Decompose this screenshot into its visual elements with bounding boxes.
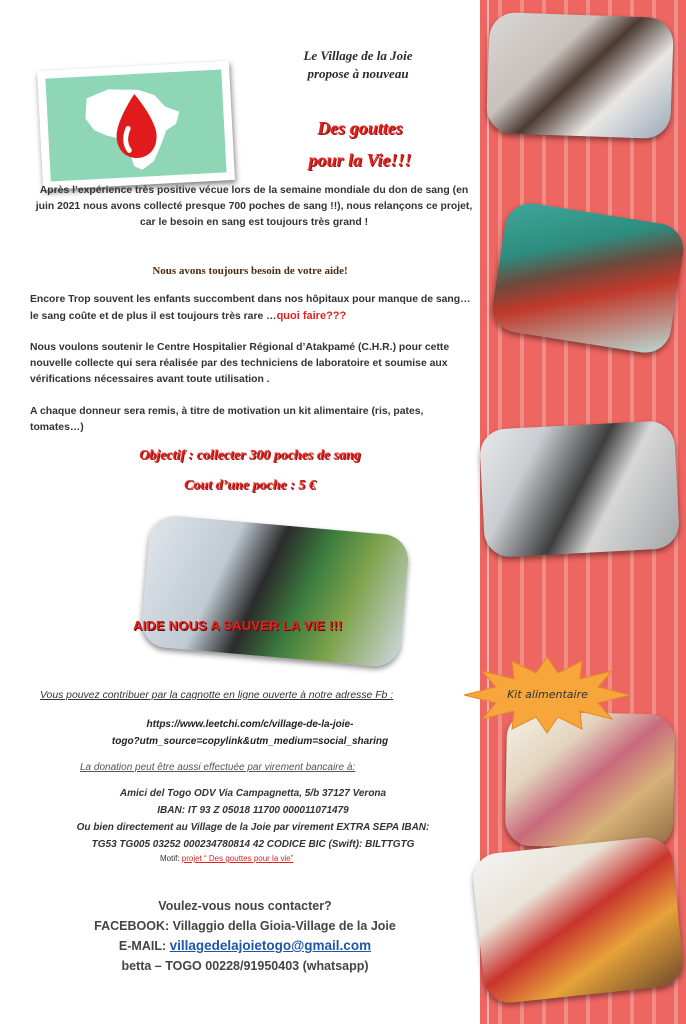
intro-line-1: Le Village de la Joie: [303, 48, 413, 63]
bank-line-4: TG53 TG005 03252 000234780814 42 CODICE BIC (Swift): BILTTGTG: [91, 839, 415, 850]
email-label: E-MAIL:: [118, 939, 170, 953]
leetchi-link-line-1[interactable]: https://www.leetchi.com/c/village-de-la-joie-: [146, 719, 354, 730]
bank-line-3: Ou bien directement au Village de la Joie par virement EXTRA SEPA IBAN:: [76, 822, 430, 833]
children-paragraph-text: Encore Trop souvent les enfants succombent dans nos hôpitaux pour manque de sang…le sang coûte et de plus il est toujours très rare …: [30, 294, 471, 322]
motif-line: [160, 854, 293, 863]
kit-alimentaire-label: Kit alimentaire: [507, 688, 588, 701]
bank-transfer-intro: La donation peut être aussi effectuée par virement bancaire à:: [80, 762, 356, 773]
quoi-faire-text: quoi faire???: [276, 310, 347, 322]
photo-sick-child: [140, 514, 411, 668]
bank-details: [30, 785, 476, 853]
title-line-2: pour la Vie!!!: [308, 150, 412, 170]
food-kit-paragraph: A chaque donneur sera remis, à titre de motivation un kit alimentaire (ris, pates, tomates…): [30, 406, 424, 433]
photo-child-hospital-bed: [489, 200, 686, 357]
title-line-1: Des gouttes: [317, 118, 403, 138]
motif-value: projet “ Des gouttes pour la vie”: [181, 854, 294, 863]
leetchi-link[interactable]: [60, 716, 440, 750]
leetchi-link-line-2[interactable]: togo?utm_source=copylink&utm_medium=social_sharing: [111, 736, 389, 747]
contact-phone: betta – TOGO 00228/91950403 (whatsapp): [121, 959, 369, 973]
contribution-text: Vous pouvez contribuer par la cagnotte en ligne ouverte à notre adresse Fb :: [40, 690, 394, 701]
contact-facebook: FACEBOOK: Villaggio della Gioia-Village de la Joie: [94, 919, 396, 933]
logo-background: [45, 69, 226, 181]
logo-africa-blood-drop: [37, 61, 235, 190]
children-paragraph: [30, 292, 478, 325]
help-heading: Nous avons toujours besoin de votre aide!: [152, 265, 348, 277]
cost-text: Cout d’une poche : 5 €: [184, 478, 316, 493]
objective-text: Objectif : collecter 300 poches de sang: [139, 448, 361, 463]
motif-label: Motif:: [160, 854, 182, 863]
contact-email-line: [40, 936, 450, 956]
intro-line-2: propose à nouveau: [307, 66, 409, 81]
photo-food-kit-products: [471, 835, 686, 1005]
bank-line-1: Amici del Togo ODV Via Campagnetta, 5/b 37127 Verona: [119, 788, 387, 799]
contact-question: Voulez-vous nous contacter?: [158, 899, 332, 913]
email-link[interactable]: villagedelajoietogo@gmail.com: [169, 938, 372, 953]
bank-line-2: IBAN: IT 93 Z 05018 11700 000011071479: [157, 805, 349, 816]
photo-blood-bag: [479, 420, 680, 558]
aide-banner: AIDE NOUS A SAUVER LA VIE !!!: [133, 618, 343, 633]
africa-map-icon: [45, 69, 226, 181]
contact-block: [40, 896, 450, 976]
hospital-paragraph: Nous voulons soutenir le Centre Hospitalier Régional d’Atakpamé (C.H.R.) pour cette nouvelle collecte qui sera réalisée par des techniciens de laboratoire et soumise aux vérifications nécessaires avant toute utilisation .: [30, 342, 450, 385]
photo-blood-donation: [486, 12, 674, 139]
intro-paragraph: Après l’expérience très positive vécue lors de la semaine mondiale du don de sang (en juin 2021 nous avons collecté presque 700 poches de sang !!), nous relançons ce projet, car le besoin en sang est toujours très grand !: [35, 185, 473, 228]
